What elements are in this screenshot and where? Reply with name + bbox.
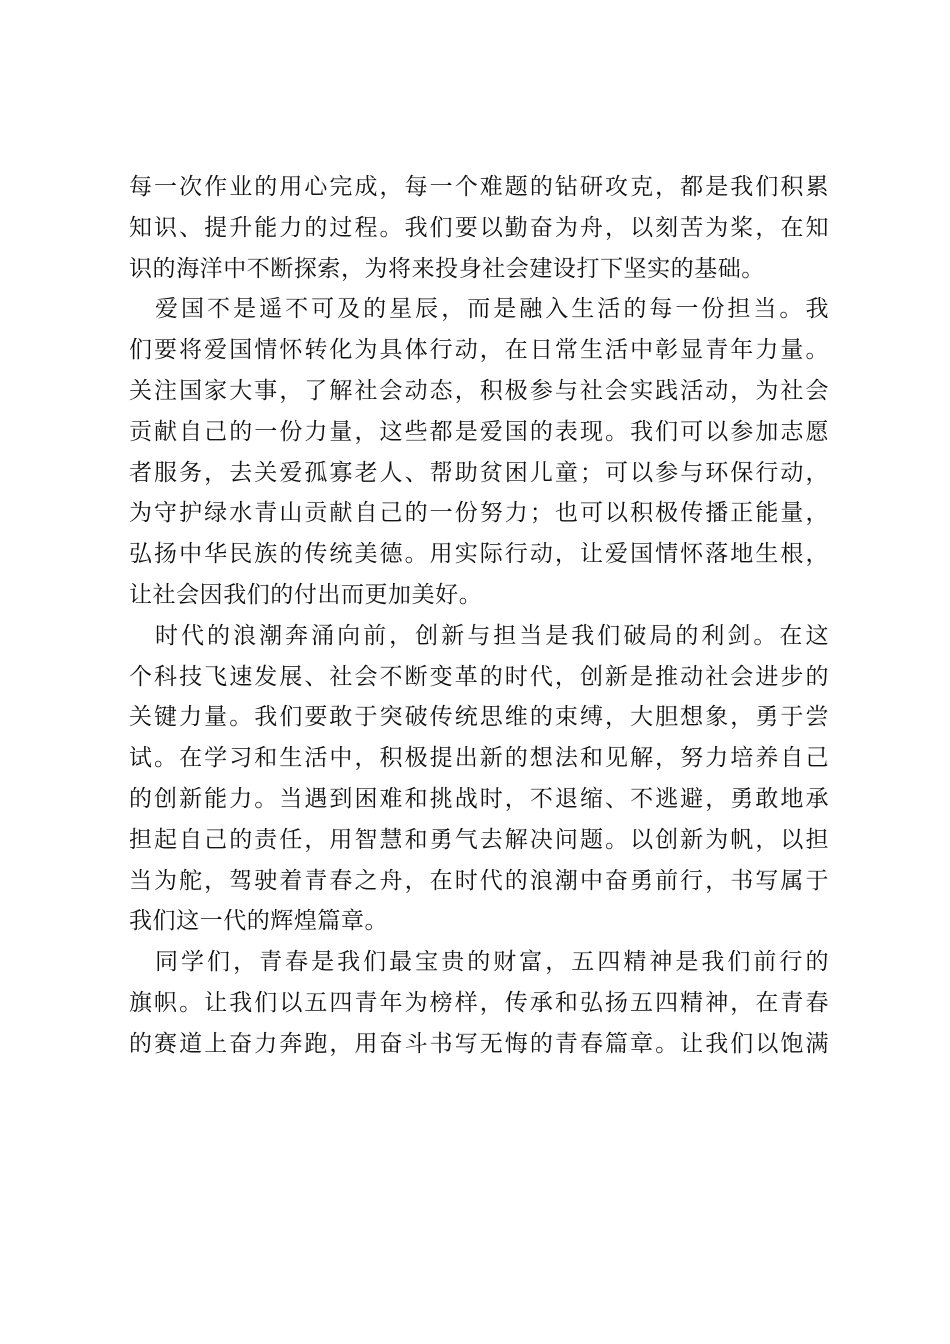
text-line: 们要将爱国情怀转化为具体行动，在日常生活中彰显青年力量。	[129, 337, 829, 364]
text-line: 知识、提升能力的过程。我们要以勤奋为舟，以刻苦为桨，在知	[129, 214, 829, 241]
text-line: 关注国家大事，了解社会动态，积极参与社会实践活动，为社会	[129, 377, 829, 404]
text-line: 者服务，去关爱孤寡老人、帮助贫困儿童；可以参与环保行动，	[129, 459, 829, 486]
text-line: 的赛道上奋力奔跑，用奋斗书写无悔的青春篇章。让我们以饱满	[129, 1030, 829, 1057]
text-line: 我们这一代的辉煌篇章。	[129, 908, 389, 935]
text-line: 个科技飞速发展、社会不断变革的时代，创新是推动社会进步的	[129, 663, 829, 690]
text-line: 旗帜。让我们以五四青年为榜样，传承和弘扬五四精神，在青春	[129, 989, 829, 1016]
text-line: 担起自己的责任，用智慧和勇气去解决问题。以创新为帆，以担	[129, 826, 829, 853]
text-line: 贡献自己的一份力量，这些都是爱国的表现。我们可以参加志愿	[129, 418, 829, 445]
text-line: 试。在学习和生活中，积极提出新的想法和见解，努力培养自己	[129, 745, 829, 772]
text-line: 弘扬中华民族的传统美德。用实际行动，让爱国情怀落地生根，	[129, 541, 829, 568]
text-line: 当为舵，驾驶着青春之舟，在时代的浪潮中奋勇前行，书写属于	[129, 867, 829, 894]
text-line: 识的海洋中不断探索，为将来投身社会建设打下坚实的基础。	[129, 255, 765, 282]
text-line: 同学们，青春是我们最宝贵的财富，五四精神是我们前行的	[129, 949, 829, 976]
body-text	[129, 167, 829, 1065]
text-line: 关键力量。我们要敢于突破传统思维的束缚，大胆想象，勇于尝	[129, 704, 829, 731]
text-line: 爱国不是遥不可及的星辰，而是融入生活的每一份担当。我	[129, 296, 829, 323]
text-line: 为守护绿水青山贡献自己的一份努力；也可以积极传播正能量，	[129, 500, 829, 527]
text-line: 时代的浪潮奔涌向前，创新与担当是我们破局的利剑。在这	[129, 622, 829, 649]
text-line: 每一次作业的用心完成，每一个难题的钻研攻克，都是我们积累	[129, 174, 829, 200]
text-line: 让社会因我们的付出而更加美好。	[129, 581, 483, 608]
text-line: 的创新能力。当遇到困难和挑战时，不退缩、不逃避，勇敢地承	[129, 785, 829, 812]
